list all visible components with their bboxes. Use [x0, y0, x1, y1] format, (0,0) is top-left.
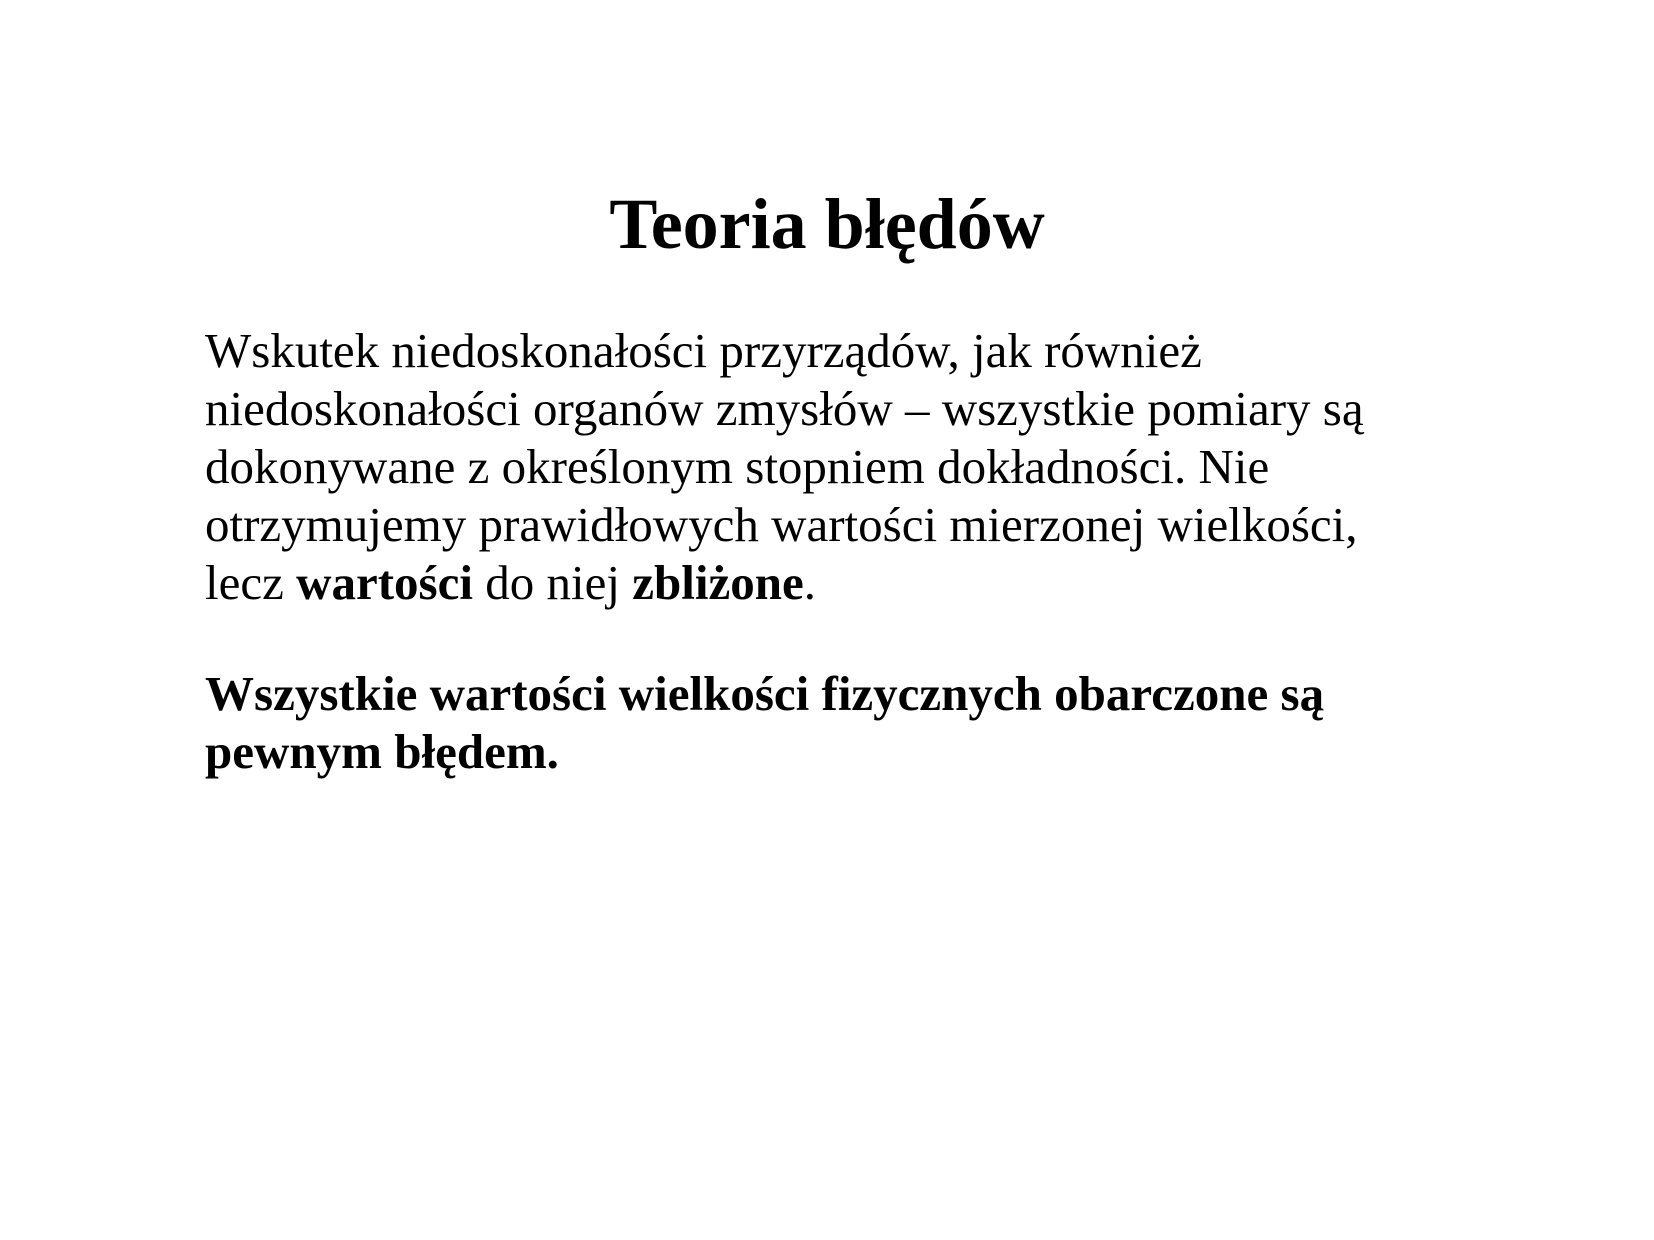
slide-title: Teoria błędów [609, 184, 1045, 264]
paragraph-line: dokonywane z określonym stopniem dokładności. Nie [205, 439, 1270, 494]
text-fragment: . [803, 555, 816, 610]
emphasis-values: wartości [296, 555, 473, 610]
paragraph-line: niedoskonałości organów zmysłów – wszystkie pomiary są [205, 381, 1364, 436]
emphasis-approximate: zbliżone [632, 555, 804, 610]
intro-paragraph [205, 322, 1465, 612]
paragraph-line: otrzymujemy prawidłowych wartości mierzonej wielkości, [205, 497, 1358, 552]
text-fragment: do niej [473, 555, 633, 610]
paragraph-line: Wskutek niedoskonałości przyrządów, jak również [205, 323, 1202, 378]
key-statement [205, 665, 1465, 781]
statement-line: Wszystkie wartości wielkości fizycznych obarczone są [205, 666, 1325, 721]
statement-line: pewnym błędem. [205, 724, 559, 779]
paragraph-last-line [205, 554, 1465, 612]
text-fragment: lecz [205, 555, 297, 610]
